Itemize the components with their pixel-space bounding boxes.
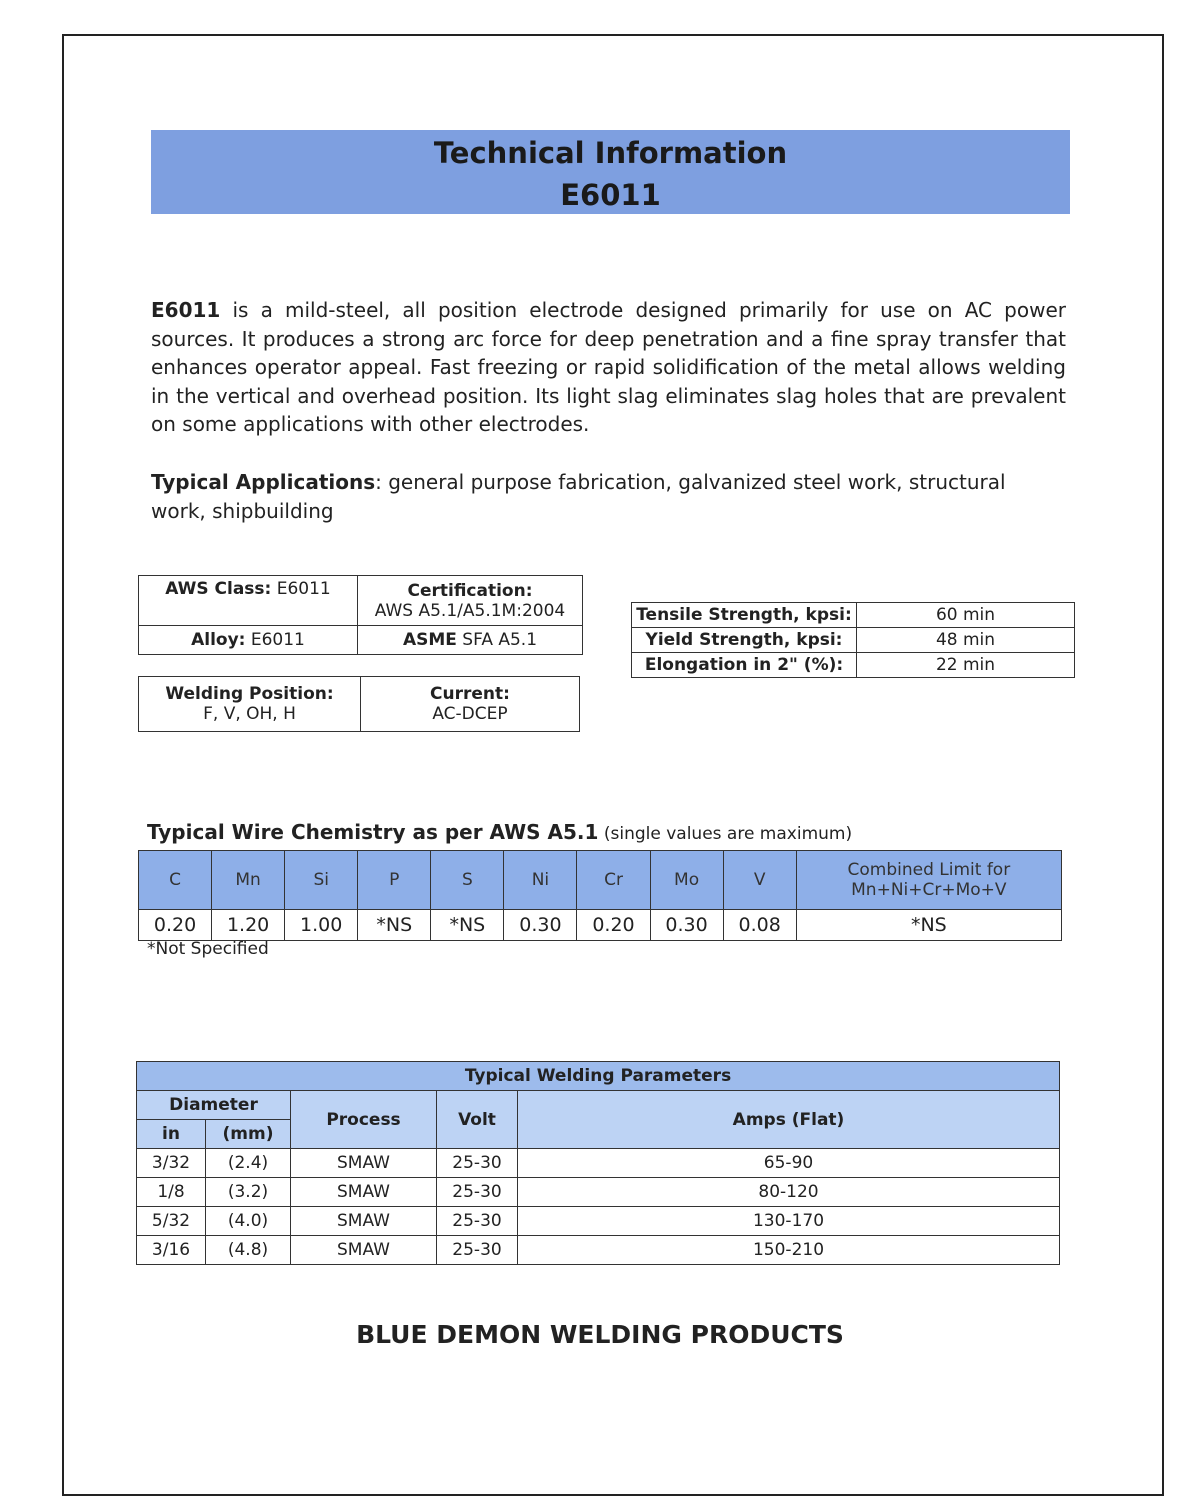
- page-border: [62, 34, 1164, 1496]
- alloy-value: E6011: [245, 630, 305, 650]
- chem-value: *NS: [796, 910, 1061, 941]
- title-banner: [151, 130, 1070, 214]
- mech-value: 48 min: [857, 628, 1075, 653]
- in-header: in: [137, 1120, 206, 1149]
- welding-cell: SMAW: [291, 1236, 437, 1265]
- applications-label: Typical Applications: [151, 470, 376, 494]
- table-row: [137, 1149, 1060, 1178]
- applications-text: : general purpose fabrication, galvanized steel work, structural work, shipbuilding: [151, 470, 1006, 523]
- mech-value: 22 min: [857, 653, 1075, 678]
- diameter-header: Diameter: [137, 1091, 291, 1120]
- position-table: [138, 676, 580, 732]
- chem-value: *NS: [431, 910, 504, 941]
- intro-text: is a mild-steel, all position electrode designed primarily for use on AC power sources. It produces a strong arc force for deep penetration and a fine spray transfer that enhances operator appeal. Fast freezing or rapid solidification of the metal allows welding in the vertical and overhead position. Its light slag eliminates slag holes that are prevalent on some applications with other electrodes.: [151, 298, 1066, 436]
- mechanical-table: [631, 602, 1075, 678]
- page-title: Technical Information: [433, 136, 788, 170]
- welding-parameters-table: [136, 1061, 1060, 1265]
- asme-value: SFA A5.1: [456, 630, 538, 650]
- chem-value: 0.20: [577, 910, 650, 941]
- table-row: [137, 1236, 1060, 1265]
- welding-title: Typical Welding Parameters: [137, 1062, 1060, 1091]
- welding-cell: 65-90: [518, 1149, 1060, 1178]
- cert-value: AWS A5.1/A5.1M:2004: [374, 600, 566, 621]
- applications-paragraph: [151, 468, 1021, 525]
- chemistry-table: [138, 850, 1062, 941]
- process-header: Process: [291, 1091, 437, 1149]
- volt-header: Volt: [437, 1091, 518, 1149]
- welding-cell: 25-30: [437, 1236, 518, 1265]
- chemistry-title-text: Typical Wire Chemistry as per AWS A5.1: [147, 820, 599, 844]
- welding-cell: 3/32: [137, 1149, 206, 1178]
- welding-cell: (3.2): [206, 1178, 291, 1207]
- chem-header: Si: [285, 851, 358, 910]
- chem-header: Mo: [650, 851, 723, 910]
- mech-value: 60 min: [857, 603, 1075, 628]
- chem-value: 0.30: [650, 910, 723, 941]
- cert-label: Certification:: [407, 580, 533, 601]
- chem-value: 0.30: [504, 910, 577, 941]
- welding-cell: 25-30: [437, 1207, 518, 1236]
- chem-header: Combined Limit for Mn+Ni+Cr+Mo+V: [796, 851, 1061, 910]
- welding-cell: (4.8): [206, 1236, 291, 1265]
- chem-value: *NS: [358, 910, 431, 941]
- chem-header: Cr: [577, 851, 650, 910]
- chem-header: P: [358, 851, 431, 910]
- mech-label: Elongation in 2" (%):: [644, 655, 844, 675]
- pos-value: F, V, OH, H: [203, 704, 296, 724]
- welding-cell: 150-210: [518, 1236, 1060, 1265]
- intro-bold: E6011: [151, 298, 221, 322]
- mech-label: Tensile Strength, kpsi:: [636, 605, 852, 625]
- chem-value: 0.20: [139, 910, 212, 941]
- table-row: [137, 1178, 1060, 1207]
- welding-cell: 25-30: [437, 1149, 518, 1178]
- page-subtitle: E6011: [560, 178, 661, 212]
- chem-value: 1.20: [212, 910, 285, 941]
- amps-header: Amps (Flat): [518, 1091, 1060, 1149]
- welding-cell: 3/16: [137, 1236, 206, 1265]
- chem-header: V: [723, 851, 796, 910]
- specs-table: [138, 575, 583, 655]
- footer-brand: BLUE DEMON WELDING PRODUCTS: [356, 1320, 844, 1349]
- aws-value: E6011: [271, 579, 331, 599]
- aws-label: AWS Class:: [165, 579, 272, 599]
- cur-value: AC-DCEP: [432, 704, 508, 724]
- chemistry-title: [147, 820, 852, 844]
- asme-label: ASME: [402, 630, 457, 650]
- chem-header: Mn: [212, 851, 285, 910]
- intro-paragraph: [151, 296, 1066, 439]
- chem-header: Ni: [504, 851, 577, 910]
- welding-cell: 25-30: [437, 1178, 518, 1207]
- mech-label: Yield Strength, kpsi:: [645, 630, 843, 650]
- alloy-label: Alloy:: [191, 630, 246, 650]
- chem-header: C: [139, 851, 212, 910]
- welding-cell: SMAW: [291, 1207, 437, 1236]
- welding-cell: 130-170: [518, 1207, 1060, 1236]
- chemistry-footnote: *Not Specified: [147, 939, 269, 959]
- welding-cell: 1/8: [137, 1178, 206, 1207]
- pos-label: Welding Position:: [165, 684, 334, 704]
- cur-label: Current:: [430, 684, 510, 704]
- chemistry-note: (single values are maximum): [598, 824, 853, 844]
- welding-cell: 80-120: [518, 1178, 1060, 1207]
- welding-cell: 5/32: [137, 1207, 206, 1236]
- chem-header: S: [431, 851, 504, 910]
- welding-cell: (4.0): [206, 1207, 291, 1236]
- welding-cell: (2.4): [206, 1149, 291, 1178]
- welding-cell: SMAW: [291, 1149, 437, 1178]
- mm-header: (mm): [206, 1120, 291, 1149]
- chem-value: 0.08: [723, 910, 796, 941]
- chem-value: 1.00: [285, 910, 358, 941]
- table-row: [137, 1207, 1060, 1236]
- welding-cell: SMAW: [291, 1178, 437, 1207]
